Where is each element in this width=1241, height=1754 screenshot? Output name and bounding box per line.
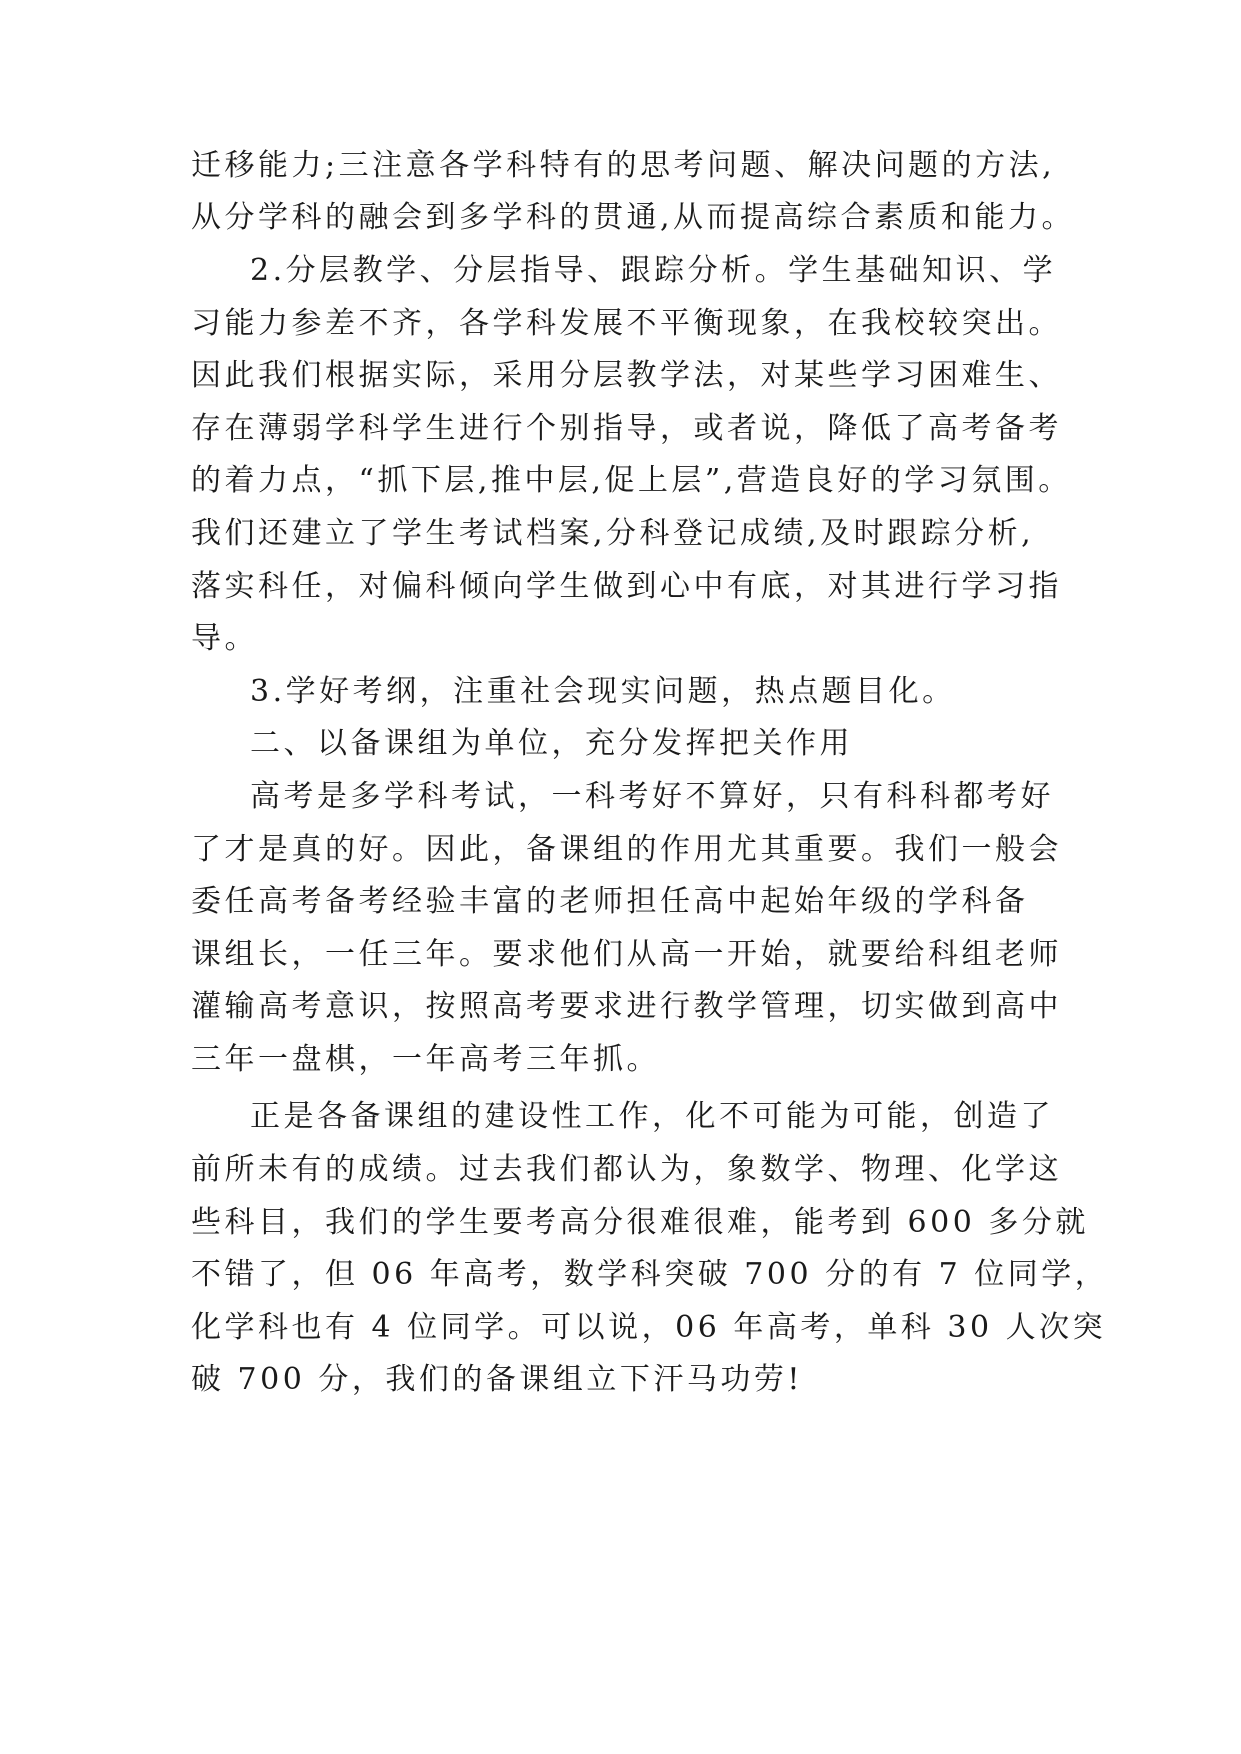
text-line: 导。 [191, 621, 258, 656]
text-line: 3.学好考纲，注重社会现实问题，热点题目化。 [250, 674, 956, 709]
text-line: 破 700 分，我们的备课组立下汗马功劳! [191, 1362, 803, 1397]
text-line: 因此我们根据实际，采用分层教学法，对某些学习困难生、 [191, 358, 1062, 393]
text-line: 迁移能力;三注意各学科特有的思考问题、解决问题的方法, [191, 148, 1056, 183]
text-line: 了才是真的好。因此，备课组的作用尤其重要。我们一般会 [191, 832, 1062, 867]
text-line: 正是各备课组的建设性工作，化不可能为可能，创造了 [250, 1099, 1054, 1134]
text-line: 2.分层教学、分层指导、跟踪分析。学生基础知识、学 [250, 253, 1057, 288]
text-line: 前所未有的成绩。过去我们都认为，象数学、物理、化学这 [191, 1152, 1062, 1187]
text-line: 我们还建立了学生考试档案,分科登记成绩,及时跟踪分析, [191, 516, 1035, 551]
text-line: 些科目，我们的学生要考高分很难很难，能考到 600 多分就 [191, 1205, 1089, 1240]
text-line: 习能力参差不齐，各学科发展不平衡现象，在我校较突出。 [191, 306, 1062, 341]
text-line: 的着力点，“抓下层,推中层,促上层”,营造良好的学习氛围。 [191, 463, 1072, 498]
text-line: 从分学科的融会到多学科的贯通,从而提高综合素质和能力。 [191, 200, 1076, 235]
text-line: 落实科任，对偏科倾向学生做到心中有底，对其进行学习指 [191, 569, 1062, 604]
text-line: 灌输高考意识，按照高考要求进行教学管理，切实做到高中 [191, 989, 1062, 1024]
text-line: 化学科也有 4 位同学。可以说，06 年高考，单科 30 人次突 [191, 1310, 1107, 1345]
section-heading: 二、以备课组为单位，充分发挥把关作用 [250, 726, 853, 761]
text-line: 三年一盘棋，一年高考三年抓。 [191, 1042, 660, 1077]
text-line: 存在薄弱学科学生进行个别指导，或者说，降低了高考备考 [191, 411, 1062, 446]
text-line: 课组长，一任三年。要求他们从高一开始，就要给科组老师 [191, 937, 1062, 972]
text-line: 委任高考备考经验丰富的老师担任高中起始年级的学科备 [191, 884, 1029, 919]
text-line: 高考是多学科考试，一科考好不算好，只有科科都考好 [250, 779, 1054, 814]
text-line: 不错了，但 06 年高考，数学科突破 700 分的有 7 位同学， [191, 1257, 1109, 1292]
